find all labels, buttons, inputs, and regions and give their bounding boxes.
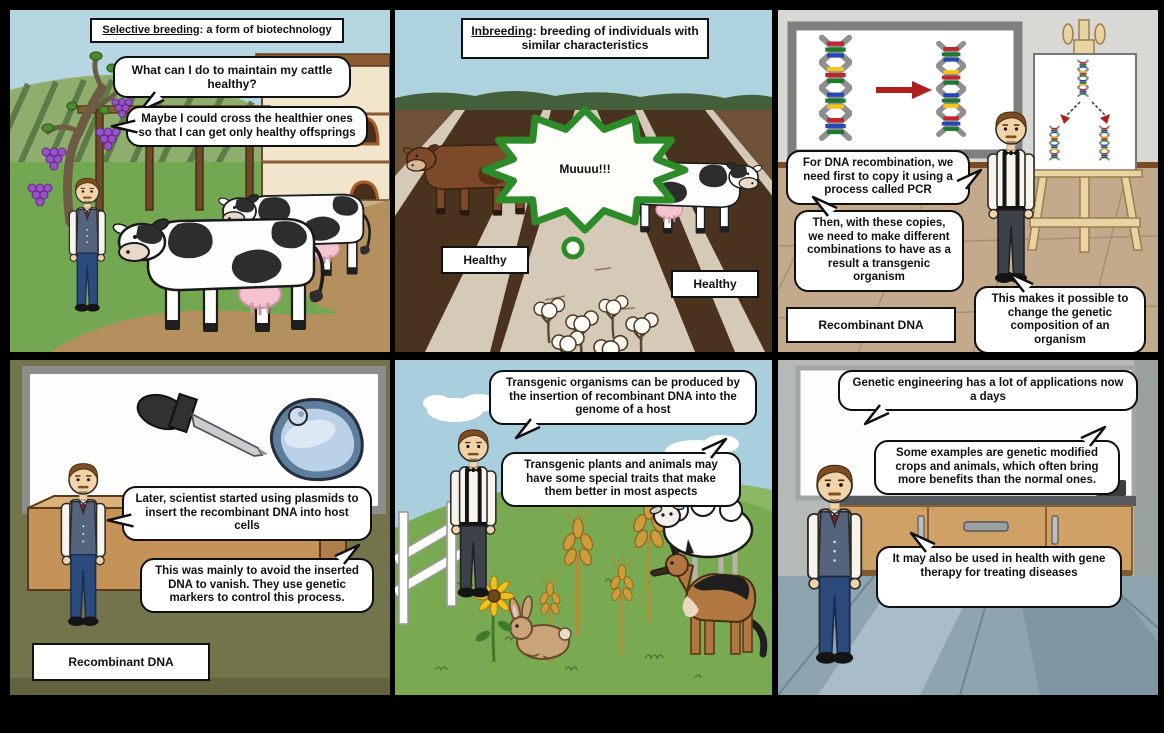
speech-text: Transgenic plants and animals may have some special traits that make them better in most aspects [524,459,718,499]
label-text: Healthy [693,277,737,291]
speech-bubble [876,546,1122,608]
bubble-tail [1006,271,1034,293]
speech-bubble [122,486,372,541]
caption-term: Inbreeding [471,24,533,38]
speech-text: Then, with these copies, we need to make different combinations to have as a result a transgenic organism [807,217,951,284]
field-scene [395,10,772,352]
bubble-tail [701,437,729,459]
speech-text: This was mainly to avoid the inserted DNA to vanish. They use genetic markers to control this process. [155,565,359,605]
speech-text: Genetic engineering has a lot of applications now a days [852,377,1124,403]
bubble-tail [810,195,838,217]
caption-box [461,18,709,59]
panel-plasmids [10,360,390,695]
caption-term: Selective breeding [102,24,200,36]
speech-bubble [140,558,374,613]
speech-bubble [489,370,757,425]
speech-bubble [113,56,351,98]
label-box [441,246,529,274]
bubble-tail [956,168,984,190]
counter-top [830,496,1136,506]
caption-definition: : a form of biotechnology [199,24,332,36]
speech-text: Maybe I could cross the healthier ones so that I can get only healthy offsprings [138,113,356,139]
speech-text: Later, scientist started using plasmids to insert the recombinant DNA into host cells [135,493,359,533]
whiteboard [792,26,1018,154]
bubble-tail [862,404,890,426]
panel-dna-recombination [778,10,1158,352]
speech-bubble [838,370,1138,411]
speech-bubble [501,452,741,507]
speech-text: Transgenic organisms can be produced by the insertion of recombinant DNA into the genome of a host [506,377,740,417]
cow-shout-text: Muuuu!!! [559,162,611,176]
speech-bubble [126,106,368,147]
panel-applications [778,360,1158,695]
panel-transgenic [395,360,772,695]
bubble-tail [513,418,541,440]
label-box [671,270,759,298]
label-box [32,643,210,681]
label-box [786,307,956,343]
bubble-tail [908,531,936,553]
bubble-tail [334,543,362,565]
caption-definition: : breeding of individuals with similar characteristics [521,24,699,53]
caption-box [90,18,344,43]
speech-text: What can I do to maintain my cattle healthy? [131,63,333,92]
bubble-tail [1080,425,1108,447]
speech-bubble [874,440,1120,495]
panel-inbreeding [395,10,772,352]
speech-text: It may also be used in health with gene therapy for treating diseases [892,553,1106,579]
speech-text: Some examples are genetic modified crops and animals, which often bring more benefits than the normal ones. [895,447,1099,487]
speech-text: For DNA recombination, we need first to copy it using a process called PCR [802,157,954,197]
label-text: Recombinant DNA [818,318,924,332]
label-text: Recombinant DNA [68,655,174,669]
speech-bubble [974,286,1146,352]
panel-selective-breeding [10,10,390,352]
plasmid-cell-icon [271,399,362,479]
speech-bubble [794,210,964,292]
speech-text: This makes it possible to change the genetic composition of an organism [991,293,1129,346]
label-text: Healthy [463,253,507,267]
